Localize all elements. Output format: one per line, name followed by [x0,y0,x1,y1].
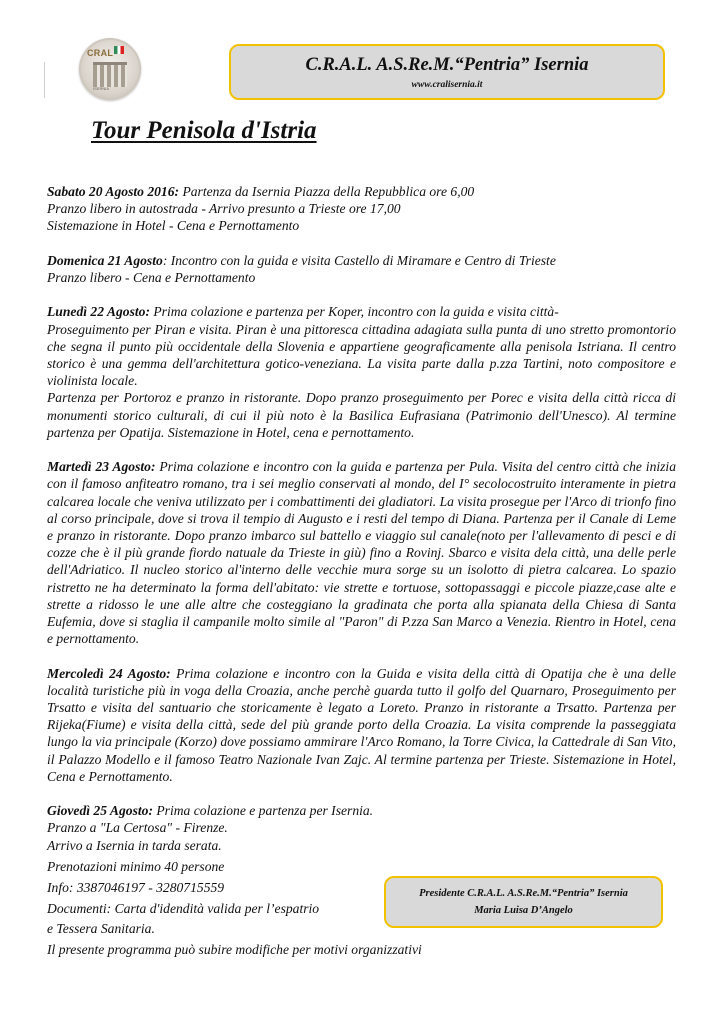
day-line: Sistemazione in Hotel - Cena e Pernottamento [47,218,300,234]
day-line: Arrivo a Isernia in tarda serata. [47,837,222,853]
day-heading: Lunedì 22 Agosto: [47,304,150,320]
footer-line: Il presente programma può subire modifiche per motivi organizzativi [47,942,422,958]
day-heading: Giovedì 25 Agosto: [47,803,153,819]
day-heading: Domenica 21 Agosto [47,252,163,268]
day-text: Prima colazione e partenza per Koper, incontro con la guida e visita città- [149,304,559,320]
day-paragraph [47,665,676,785]
footer-line: Documenti: Carta d'idendità valida per l’espatrio [47,900,320,916]
day-line: Pranzo a "La Certosa" - Firenze. [47,820,228,836]
flag-icon [114,46,124,54]
day-paragraph [47,303,676,441]
logo-subtext: ISERNIA [93,86,110,91]
page-title: Tour Penisola d'Istria [91,117,317,144]
day-text: Prima colazione e incontro con la Guida e visita della città di Opatija che è una delle località turistiche più in voga della Croazia, anche perchè guarda tutto il golfo del Quarnaro, Proseguimento per Trsatto e visita del santuario che storicamente è legato a Loreto. Pranzo in ristorante a Trsatto. Partenza per Rijeka(Fiume) e visita della città, sede del più grande porto della Croazia. La visita comprende la passeggiata lungo la via principale (Korzo) dove possiamo ammirare l'Arco Romano, la Torre Civica, la Cattedrale di San Vito, il Palazzo Modello e il famoso Teatro Nazionale Ivan Zajc. Al termine partenza per Trieste. Sistemazione in Hotel, Cena e Pernottamento. [47,665,677,784]
day-paragraph [47,252,676,286]
divider-line [44,62,45,98]
footer-info [47,857,422,961]
signature-box [384,876,663,928]
day-line: Proseguimento per Piran e visita. Piran è una pittoresca cittadina adagiata sulla punta di uno stretto promontorio che segna il punto più occidentale della Slovenia e appartiene geograficamente alla penisola Istriana. Il centro storico è una gemma dell'architettura gotico-veneziana. La visita parte dalla p.zza Tartini, noto compositore e violinista locale. [47,321,676,389]
header-title: C.R.A.L. A.S.Re.M.“Pentria” Isernia [305,55,589,75]
logo-text: CRAL [87,48,114,58]
day-heading: Martedì 23 Agosto: [47,459,156,475]
footer-line: e Tessera Sanitaria. [47,921,155,937]
footer-line: Info: 3387046197 - 3280715559 [47,879,225,895]
day-paragraph [47,802,676,854]
header-url[interactable]: www.cralisernia.it [411,80,483,90]
footer-line: Prenotazioni minimo 40 persone [47,859,225,874]
signature-name: Maria Luisa D’Angelo [474,905,573,916]
header-box [229,44,665,100]
day-line: Pranzo libero in autostrada - Arrivo presunto a Trieste ore 17,00 [47,201,401,217]
day-text: Partenza da Isernia Piazza della Repubblica ore 6,00 [179,184,475,199]
day-heading: Mercoledì 24 Agosto: [47,665,171,681]
day-heading: Sabato 20 Agosto 2016: [47,184,180,199]
signature-title: Presidente C.R.A.L. A.S.Re.M.“Pentria” Isernia [419,888,628,899]
itinerary [47,183,676,871]
cral-logo [79,38,141,100]
day-paragraph [47,458,676,647]
day-line: Partenza per Portoroz e pranzo in ristorante. Dopo pranzo proseguimento per Porec e visita della città ricca di monumenti storico culturali, di cui il più noto è la Basilica Eufrasiana (Patrimonio dell'Unesco). Al termine partenza per Opatija. Sistemazione in Hotel, cena e pernottamento. [47,390,676,440]
day-text: : Incontro con la guida e visita Castello di Miramare e Centro di Trieste [162,252,556,268]
day-text: Prima colazione e partenza per Isernia. [152,803,374,819]
day-line: Pranzo libero - Cena e Pernottamento [47,270,256,285]
building-icon [93,62,127,87]
day-paragraph [47,183,676,235]
day-text: Prima colazione e incontro con la guida e partenza per Pula. Visita del centro città che inizia con il famoso anfiteatro romano, tra i sei meglio conservati al mondo, del I° secolocostruito interamente in pietra calcarea locale che veniva utilizzato per i combattimenti dei gladiatori. La visita prosegue per l'Arco di trionfo fino al corso principale, dove si trova il tempio di Augusto e i resti del tempo di Diana. Partenza per il Canale di Leme e pranzo in ristorante. Dopo pranzo imbarco sul battello e viaggio sul canale(noto per l'allevamento di pesci e di cozze che è il più grande fiordo natuale da Trieste in giù) fino a Rovinj. Sbarco e visita dela città, una delle perle dell'Adriatico. Il nucleo storico al'interno delle vecchie mura sorge su un isolotto di pietra calcarea. Lo spazio ristretto ne ha determinato la forma dell'abitato: vie strette e tortuose, sottopassaggi e piccole piazze,case alte e strette a ridosso le une alle altre che costeggiano la gradinata che porta alla spianata della Chiesa di Santa Eufemia, dove si staglia il campanile molto simile al "Paron" di P.zza San Marco a Venezia. Rientro in Hotel, cena e pernottamento. [47,459,677,647]
